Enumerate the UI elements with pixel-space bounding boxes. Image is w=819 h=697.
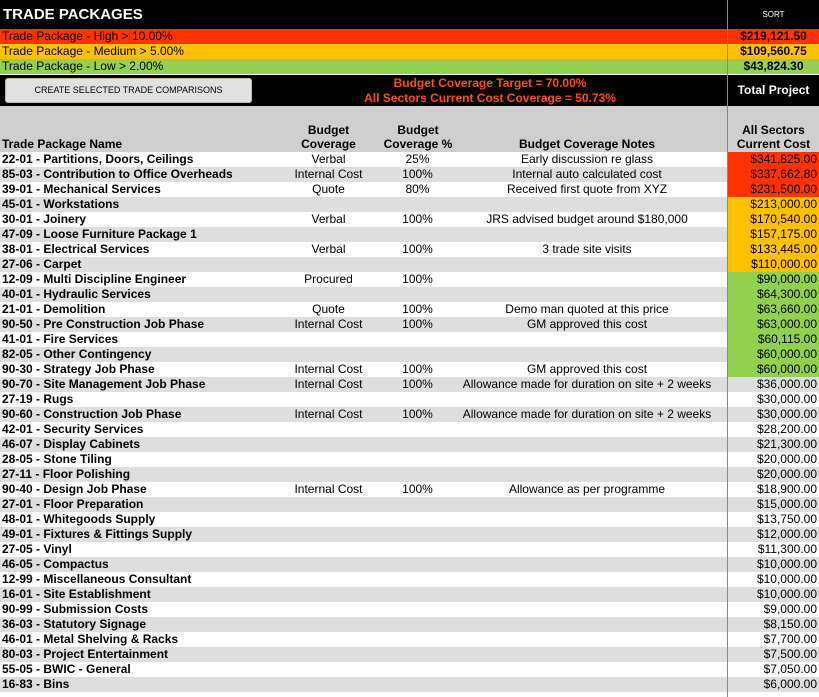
row-coverage-cell: [269, 557, 388, 572]
table-row[interactable]: [0, 242, 819, 257]
row-notes-cell: [447, 557, 727, 572]
row-coverage-cell: [269, 332, 388, 347]
total-project-label: Total Project: [728, 75, 819, 106]
row-coverage-cell: Verbal: [311, 212, 346, 226]
row-coverage-cell: Verbal: [311, 152, 346, 166]
row-cost-cell: $30,000.00: [728, 392, 819, 407]
row-notes-cell: [447, 287, 727, 302]
row-coverage-cell: [269, 227, 388, 242]
column-header-coverage-line2: Coverage: [301, 137, 356, 151]
row-name-cell: 41-01 - Fire Services: [2, 332, 119, 346]
row-coverage-cell: Internal Cost: [294, 362, 363, 376]
row-cost-cell: $7,700.00: [728, 632, 819, 647]
create-trade-comparisons-button[interactable]: CREATE SELECTED TRADE COMPARISONS: [5, 78, 252, 103]
row-cost-cell: $21,300.00: [728, 437, 819, 452]
row-notes-cell: [447, 647, 727, 662]
row-cost-cell: $10,000.00: [728, 557, 819, 572]
table-row[interactable]: [0, 557, 819, 572]
row-name-cell: 90-70 - Site Management Job Phase: [0, 377, 269, 392]
row-name-cell: 45-01 - Workstations: [0, 197, 269, 212]
row-coverage-cell: [269, 392, 388, 407]
row-coverage-cell: [269, 197, 388, 212]
table-row[interactable]: [0, 197, 819, 212]
row-pct-cell: [388, 332, 447, 347]
table-row[interactable]: [0, 617, 819, 632]
table-row[interactable]: [0, 437, 819, 452]
row-name-cell: 90-30 - Strategy Job Phase: [2, 362, 155, 376]
column-headers: [0, 106, 727, 152]
row-cost-cell: $337,662.80: [728, 167, 819, 182]
table-row[interactable]: [0, 512, 819, 527]
row-name-cell: 22-01 - Partitions, Doors, Ceilings: [2, 152, 194, 166]
row-notes-cell: GM approved this cost: [447, 317, 727, 332]
row-notes-cell: [447, 572, 727, 587]
row-name-cell: 49-01 - Fixtures & Fittings Supply: [0, 527, 269, 542]
row-name-cell: 39-01 - Mechanical Services: [2, 182, 161, 196]
row-pct-cell: [388, 287, 447, 302]
row-coverage-cell: Internal Cost: [269, 317, 388, 332]
row-cost-cell: $13,750.00: [728, 512, 819, 527]
row-cost-cell: $20,000.00: [728, 452, 819, 467]
row-coverage-cell: [269, 437, 388, 452]
row-cost-cell: $15,000.00: [728, 497, 819, 512]
row-pct-cell: 100%: [388, 377, 447, 392]
row-cost-cell: $20,000.00: [728, 467, 819, 482]
row-pct-cell: [388, 632, 447, 647]
row-coverage-cell: Internal Cost: [269, 407, 388, 422]
row-cost-cell: $63,000.00: [728, 317, 819, 332]
row-notes-cell: [447, 677, 727, 692]
row-name-cell: 16-01 - Site Establishment: [0, 587, 269, 602]
row-notes-cell: [447, 497, 727, 512]
row-pct-cell: 80%: [405, 182, 430, 196]
page-title: TRADE PACKAGES: [0, 0, 727, 29]
row-name-cell: 90-99 - Submission Costs: [2, 602, 149, 616]
row-notes-cell: [447, 452, 727, 467]
row-name-cell: 16-83 - Bins: [0, 677, 269, 692]
row-notes-cell: JRS advised budget around $180,000: [486, 212, 688, 226]
column-header-name: Trade Package Name: [2, 137, 123, 151]
row-name-cell: 27-06 - Carpet: [0, 257, 269, 272]
row-cost-cell: $231,500.00: [728, 182, 819, 197]
row-notes-cell: [447, 437, 727, 452]
row-name-cell: 90-60 - Construction Job Phase: [0, 407, 269, 422]
row-cost-cell: $11,300.00: [728, 542, 819, 557]
row-notes-cell: [447, 662, 727, 677]
row-notes-cell: Allowance as per programme: [508, 482, 666, 496]
row-name-cell: 90-50 - Pre Construction Job Phase: [0, 317, 269, 332]
budget-coverage-target: Budget Coverage Target = 70.00%: [393, 76, 587, 90]
row-notes-cell: [447, 257, 727, 272]
table-row[interactable]: [0, 257, 819, 272]
column-header-coverage-line1: Budget: [307, 123, 350, 137]
table-row[interactable]: [0, 362, 819, 377]
row-pct-cell: [388, 452, 447, 467]
current-cost-coverage: All Sectors Current Cost Coverage = 50.73%: [364, 91, 616, 105]
row-cost-cell: $63,660.00: [728, 302, 819, 317]
table-row[interactable]: [0, 527, 819, 542]
row-pct-cell: 100%: [388, 317, 447, 332]
table-row[interactable]: [0, 542, 819, 557]
row-cost-cell: $110,000.00: [728, 257, 819, 272]
column-header-cost-line2: Current Cost: [736, 137, 811, 151]
column-divider: [727, 0, 728, 697]
row-notes-cell: Allowance made for duration on site + 2 weeks: [447, 377, 727, 392]
row-notes-cell: Demo man quoted at this price: [505, 302, 669, 316]
row-notes-cell: [447, 467, 727, 482]
threshold-low-value: $43,824.30: [728, 59, 819, 74]
row-name-cell: 46-05 - Compactus: [0, 557, 269, 572]
row-notes-cell: [447, 602, 727, 617]
table-row[interactable]: [0, 662, 819, 677]
row-notes-cell: 3 trade site visits: [542, 242, 632, 256]
row-pct-cell: [388, 512, 447, 527]
row-coverage-cell: [269, 542, 388, 557]
row-name-cell: 27-19 - Rugs: [2, 392, 74, 406]
row-pct-cell: [388, 347, 447, 362]
row-pct-cell: [388, 662, 447, 677]
row-notes-cell: [447, 347, 727, 362]
row-coverage-cell: Verbal: [311, 242, 346, 256]
row-cost-cell: $170,540.00: [728, 212, 819, 227]
row-pct-cell: 100%: [402, 212, 433, 226]
column-header-cost-line1: All Sectors: [742, 123, 805, 137]
row-coverage-cell: [269, 497, 388, 512]
table-row[interactable]: [0, 467, 819, 482]
row-pct-cell: [388, 557, 447, 572]
row-pct-cell: [388, 422, 447, 437]
row-pct-cell: [388, 647, 447, 662]
column-header-pct-line2: Coverage %: [383, 137, 453, 151]
row-cost-cell: $28,200.00: [728, 422, 819, 437]
row-cost-cell: $7,050.00: [728, 662, 819, 677]
row-coverage-cell: Internal Cost: [294, 482, 363, 496]
row-name-cell: 28-05 - Stone Tiling: [2, 452, 112, 466]
table-row[interactable]: [0, 497, 819, 512]
row-notes-cell: GM approved this cost: [526, 362, 648, 376]
row-name-cell: 12-99 - Miscellaneous Consultant: [2, 572, 192, 586]
row-notes-cell: [447, 527, 727, 542]
row-notes-cell: [447, 332, 727, 347]
row-coverage-cell: [269, 677, 388, 692]
row-name-cell: 47-09 - Loose Furniture Package 1: [0, 227, 269, 242]
row-coverage-cell: Internal Cost: [269, 377, 388, 392]
row-cost-cell: $60,000.00: [728, 347, 819, 362]
row-notes-cell: Received first quote from XYZ: [506, 182, 668, 196]
row-pct-cell: 25%: [405, 152, 430, 166]
row-name-cell: 38-01 - Electrical Services: [2, 242, 150, 256]
row-cost-cell: $60,115.00: [728, 332, 819, 347]
row-name-cell: 42-01 - Security Services: [2, 422, 144, 436]
row-name-cell: 27-11 - Floor Polishing: [0, 467, 269, 482]
row-cost-cell: $213,000.00: [728, 197, 819, 212]
row-pct-cell: 100%: [402, 242, 433, 256]
threshold-low-label: Trade Package - Low > 2.00%: [0, 59, 727, 74]
table-row[interactable]: [0, 347, 819, 362]
table-row[interactable]: [0, 317, 819, 332]
row-notes-cell: Internal auto calculated cost: [447, 167, 727, 182]
row-cost-cell: $90,000.00: [728, 272, 819, 287]
row-notes-cell: [447, 227, 727, 242]
table-row[interactable]: [0, 287, 819, 302]
row-name-cell: 21-01 - Demolition: [2, 302, 106, 316]
row-pct-cell: 100%: [402, 482, 433, 496]
table-row[interactable]: [0, 182, 819, 197]
row-coverage-cell: Quote: [312, 302, 345, 316]
row-coverage-cell: [269, 632, 388, 647]
table-row[interactable]: [0, 302, 819, 317]
row-pct-cell: [388, 602, 447, 617]
row-pct-cell: [388, 257, 447, 272]
table-row[interactable]: [0, 602, 819, 617]
row-coverage-cell: [269, 527, 388, 542]
row-cost-cell: $9,000.00: [728, 602, 819, 617]
row-cost-cell: $64,300.00: [728, 287, 819, 302]
row-pct-cell: [388, 467, 447, 482]
row-pct-cell: [388, 587, 447, 602]
row-coverage-cell: [269, 257, 388, 272]
row-notes-cell: [447, 542, 727, 557]
row-name-cell: 82-05 - Other Contingency: [0, 347, 269, 362]
row-pct-cell: 100%: [388, 167, 447, 182]
threshold-medium-label: Trade Package - Medium > 5.00%: [0, 44, 727, 59]
row-coverage-cell: [269, 572, 388, 587]
row-notes-cell: [447, 272, 727, 287]
row-pct-cell: 100%: [402, 272, 433, 286]
row-cost-cell: $12,000.00: [728, 527, 819, 542]
column-header-pct-line1: Budget: [397, 123, 439, 137]
table-row[interactable]: [0, 422, 819, 437]
column-header-cost: [728, 106, 819, 152]
row-cost-cell: $36,000.00: [728, 377, 819, 392]
row-coverage-cell: [269, 662, 388, 677]
trade-package-table: [0, 152, 819, 692]
row-pct-cell: [388, 497, 447, 512]
row-cost-cell: $8,150.00: [728, 617, 819, 632]
row-coverage-cell: Quote: [312, 182, 345, 196]
table-row[interactable]: [0, 587, 819, 602]
row-coverage-cell: [269, 587, 388, 602]
row-coverage-cell: [269, 602, 388, 617]
row-cost-cell: $18,900.00: [728, 482, 819, 497]
row-coverage-cell: [269, 347, 388, 362]
row-pct-cell: [388, 437, 447, 452]
row-name-cell: 48-01 - Whitegoods Supply: [2, 512, 156, 526]
table-row[interactable]: [0, 392, 819, 407]
row-name-cell: 80-03 - Project Entertainment: [0, 647, 269, 662]
row-name-cell: 30-01 - Joinery: [2, 212, 87, 226]
row-cost-cell: $7,500.00: [728, 647, 819, 662]
row-notes-cell: [447, 512, 727, 527]
table-row[interactable]: [0, 167, 819, 182]
threshold-medium-value: $109,560.75: [728, 44, 819, 59]
table-row[interactable]: [0, 482, 819, 497]
row-cost-cell: $10,000.00: [728, 572, 819, 587]
row-name-cell: 55-05 - BWIC - General: [2, 662, 131, 676]
row-pct-cell: [388, 572, 447, 587]
row-pct-cell: 100%: [388, 407, 447, 422]
row-name-cell: 85-03 - Contribution to Office Overheads: [0, 167, 269, 182]
table-row[interactable]: [0, 212, 819, 227]
row-pct-cell: [388, 617, 447, 632]
row-name-cell: 40-01 - Hydraulic Services: [0, 287, 269, 302]
row-cost-cell: $133,445.00: [728, 242, 819, 257]
row-coverage-cell: [269, 617, 388, 632]
table-row[interactable]: [0, 647, 819, 662]
row-notes-cell: [447, 587, 727, 602]
column-header-notes: Budget Coverage Notes: [518, 137, 656, 151]
row-name-cell: 90-40 - Design Job Phase: [2, 482, 147, 496]
row-coverage-cell: Internal Cost: [269, 167, 388, 182]
row-cost-cell: $10,000.00: [728, 587, 819, 602]
row-pct-cell: [388, 542, 447, 557]
table-row[interactable]: [0, 677, 819, 692]
row-notes-cell: [447, 632, 727, 647]
row-pct-cell: 100%: [402, 362, 433, 376]
row-coverage-cell: [269, 467, 388, 482]
row-cost-cell: $341,825.00: [728, 152, 819, 167]
table-row[interactable]: [0, 272, 819, 287]
row-pct-cell: [388, 197, 447, 212]
row-coverage-cell: [269, 512, 388, 527]
row-name-cell: 36-03 - Statutory Signage: [0, 617, 269, 632]
row-coverage-cell: Procured: [304, 272, 353, 286]
table-row[interactable]: [0, 332, 819, 347]
table-row[interactable]: [0, 572, 819, 587]
table-row[interactable]: [0, 227, 819, 242]
row-pct-cell: [388, 227, 447, 242]
row-pct-cell: [388, 527, 447, 542]
row-notes-cell: [447, 197, 727, 212]
table-row[interactable]: [0, 452, 819, 467]
table-row[interactable]: [0, 377, 819, 392]
row-notes-cell: [447, 422, 727, 437]
row-cost-cell: $6,000.00: [728, 677, 819, 692]
row-notes-cell: Allowance made for duration on site + 2 weeks: [447, 407, 727, 422]
table-row[interactable]: [0, 152, 819, 167]
row-name-cell: 27-05 - Vinyl: [2, 542, 72, 556]
row-notes-cell: Early discussion re glass: [520, 152, 654, 166]
sort-button[interactable]: SORT: [728, 0, 819, 29]
row-notes-cell: [447, 617, 727, 632]
row-name-cell: 12-09 - Multi Discipline Engineer: [2, 272, 187, 286]
row-notes-cell: [447, 392, 727, 407]
row-cost-cell: $157,175.00: [728, 227, 819, 242]
row-coverage-cell: [269, 422, 388, 437]
row-name-cell: 27-01 - Floor Preparation: [0, 497, 269, 512]
row-pct-cell: [388, 392, 447, 407]
row-coverage-cell: [269, 452, 388, 467]
row-cost-cell: $30,000.00: [728, 407, 819, 422]
row-coverage-cell: [269, 647, 388, 662]
table-row[interactable]: [0, 407, 819, 422]
row-name-cell: 46-01 - Metal Shelving & Racks: [2, 632, 179, 646]
threshold-high-value: $219,121.50: [728, 29, 819, 44]
table-row[interactable]: [0, 632, 819, 647]
row-name-cell: 46-07 - Display Cabinets: [0, 437, 269, 452]
row-cost-cell: $60,000.00: [728, 362, 819, 377]
row-pct-cell: 100%: [402, 302, 433, 316]
threshold-high-label: Trade Package - High > 10.00%: [0, 29, 727, 44]
row-coverage-cell: [269, 287, 388, 302]
row-pct-cell: [388, 677, 447, 692]
